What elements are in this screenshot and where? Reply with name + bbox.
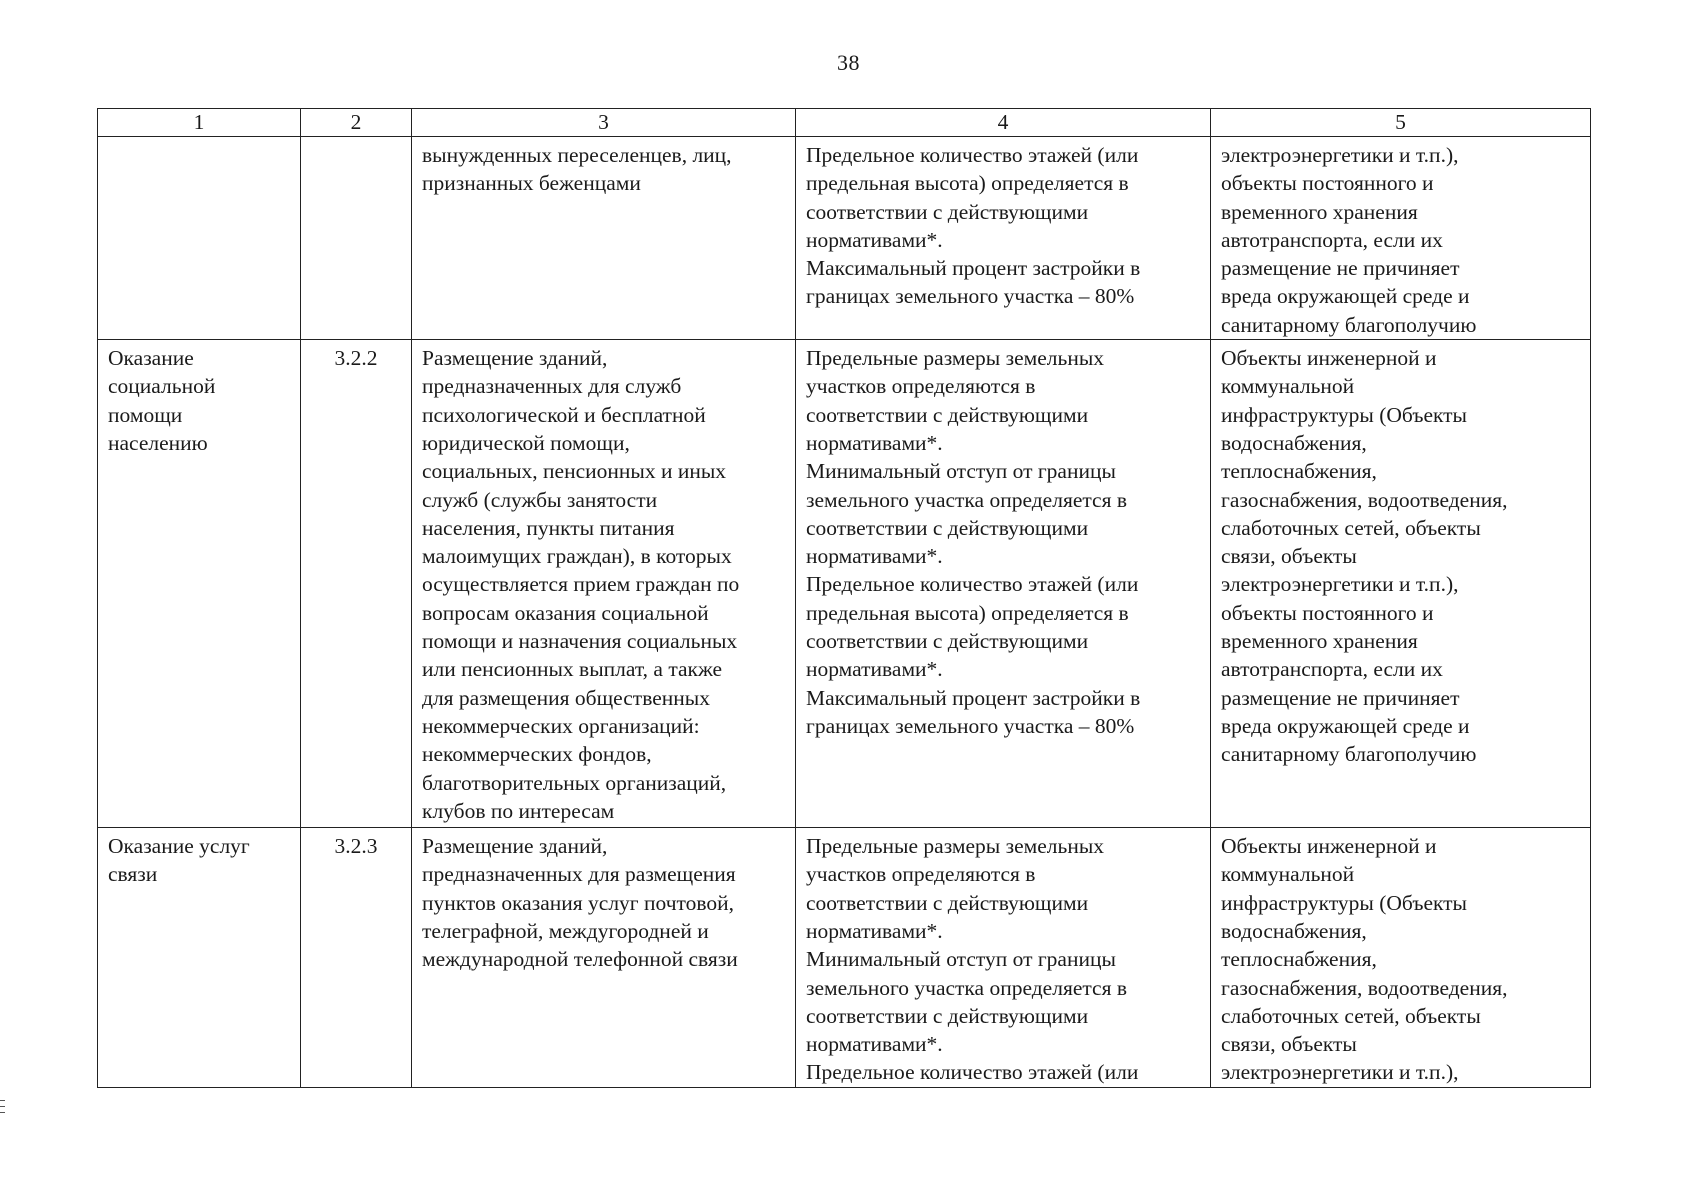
scan-margin-mark bbox=[0, 1106, 5, 1107]
use-type-name: Оказание социальной помощи населению bbox=[98, 340, 301, 828]
auxiliary-uses: Объекты инженерной и коммунальной инфраструктуры (Объекты водоснабжения, теплоснабжения, газоснабжения, водоотведения, слаботочных сетей, объекты связи, объекты электроэнергетики и т.п.), bbox=[1211, 828, 1591, 1088]
auxiliary-uses: Объекты инженерной и коммунальной инфраструктуры (Объекты водоснабжения, теплоснабжения, газоснабжения, водоотведения, слаботочных сетей, объекты связи, объекты электроэнергетики и т.п.), объекты постоянного и временного хранения автотранспорта, если их размещение не причиняет вреда окружающей среде и санитарному благополучию bbox=[1211, 340, 1591, 828]
use-type-description: вынужденных переселенцев, лиц, признанных беженцами bbox=[412, 137, 796, 340]
page-number: 38 bbox=[837, 50, 860, 75]
use-type-description: Размещение зданий, предназначенных для размещения пунктов оказания услуг почтовой, телеграфной, междугородней и международной телефонной связи bbox=[412, 828, 796, 1088]
column-header: 3 bbox=[412, 109, 796, 137]
column-header: 2 bbox=[301, 109, 412, 137]
use-type-code bbox=[301, 137, 412, 340]
zoning-table bbox=[97, 108, 1591, 1088]
use-type-code: 3.2.2 bbox=[301, 340, 412, 828]
column-header: 4 bbox=[796, 109, 1211, 137]
use-type-name: Оказание услуг связи bbox=[98, 828, 301, 1088]
table-row bbox=[98, 137, 1591, 340]
scan-margin-mark bbox=[0, 1112, 5, 1113]
building-parameters: Предельные размеры земельных участков определяются в соответствии с действующими нормативами*. Минимальный отступ от границы земельного участка определяется в соответствии с действующими нормативами*. Предельное количество этажей (или предельная высота) определяется в соответствии с действующими нормативами*. Максимальный процент застройки в границах земельного участка – 80% bbox=[796, 340, 1211, 828]
auxiliary-uses: электроэнергетики и т.п.), объекты постоянного и временного хранения автотранспорта, если их размещение не причиняет вреда окружающей среде и санитарному благополучию bbox=[1211, 137, 1591, 340]
use-type-name bbox=[98, 137, 301, 340]
scan-margin-mark bbox=[0, 1100, 5, 1101]
use-type-code: 3.2.3 bbox=[301, 828, 412, 1088]
table-row bbox=[98, 340, 1591, 828]
table-header-row bbox=[98, 109, 1591, 137]
building-parameters: Предельное количество этажей (или предельная высота) определяется в соответствии с действующими нормативами*. Максимальный процент застройки в границах земельного участка – 80% bbox=[796, 137, 1211, 340]
building-parameters: Предельные размеры земельных участков определяются в соответствии с действующими нормативами*. Минимальный отступ от границы земельного участка определяется в соответствии с действующими нормативами*. Предельное количество этажей (или bbox=[796, 828, 1211, 1088]
column-header: 5 bbox=[1211, 109, 1591, 137]
table-row bbox=[98, 828, 1591, 1088]
use-type-description: Размещение зданий, предназначенных для служб психологической и бесплатной юридической помощи, социальных, пенсионных и иных служб (службы занятости населения, пункты питания малоимущих граждан), в которых осуществляется прием граждан по вопросам оказания социальной помощи и назначения социальных или пенсионных выплат, а также для размещения общественных некоммерческих организаций: некоммерческих фондов, благотворительных организаций, клубов по интересам bbox=[412, 340, 796, 828]
column-header: 1 bbox=[98, 109, 301, 137]
